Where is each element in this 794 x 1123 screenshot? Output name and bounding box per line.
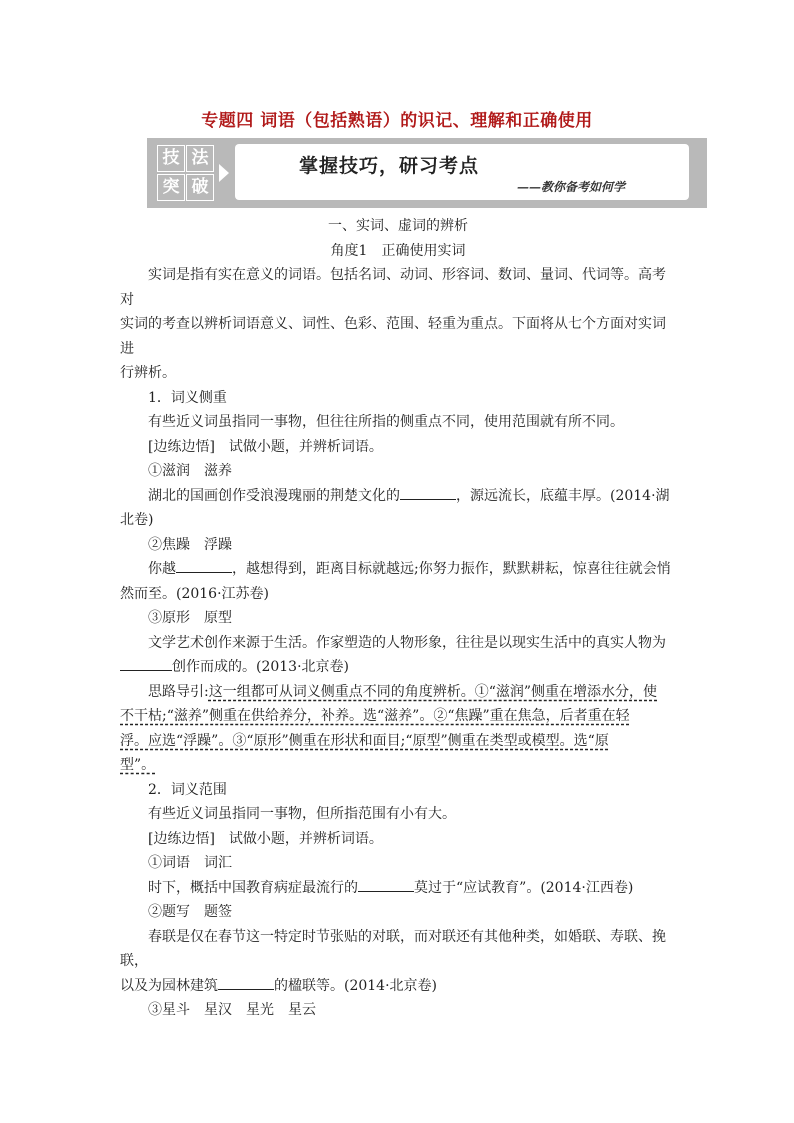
badge-char: 技 bbox=[157, 145, 185, 172]
banner-heading: 掌握技巧，研习考点 bbox=[299, 155, 480, 177]
question-line: 你越 ，越想得到，距离目标就越远;你努力振作，默默耕耘，惊喜往往就会悄 bbox=[120, 557, 676, 582]
badge-char: 法 bbox=[186, 145, 214, 172]
question-line: 春联是仅在春节这一特定时节张贴的对联，而对联还有其他种类，如婚联、寿联、挽联， bbox=[120, 928, 666, 969]
question-line: 然而至。(2016·江苏卷) bbox=[120, 585, 270, 602]
answer-blank bbox=[358, 876, 414, 892]
page-title: 专题四 词语（包括熟语）的识记、理解和正确使用 bbox=[201, 111, 593, 131]
part-description: 有些近义词虽指同一事物，但所指范围有小有大。 bbox=[148, 806, 456, 822]
section-title: 一、实词、虚词的辨析 bbox=[328, 218, 468, 234]
banner-subheading: ——教你备考如何学 bbox=[516, 180, 625, 194]
word-pair: ③原形 原型 bbox=[148, 610, 232, 626]
practice-prompt: [边练边悟] 试做小题，并辨析词语。 bbox=[148, 438, 383, 455]
answer-blank bbox=[120, 655, 172, 671]
guide-line: 浮。应选“浮躁”。③“原形”侧重在形状和面目;“原型”侧重在类型或模型。选“原 bbox=[120, 732, 609, 749]
intro-line: 行辨析。 bbox=[120, 365, 176, 381]
guide-line: 不干枯;“滋养”侧重在供给养分，补养。选“滋养”。②“焦躁”重在焦急，后者重在轻 bbox=[120, 708, 630, 724]
banner-panel bbox=[235, 144, 689, 200]
word-pair: ②题写 题签 bbox=[148, 904, 232, 920]
answer-blank bbox=[400, 484, 456, 500]
arrow-icon bbox=[219, 164, 229, 182]
question-line: 创作而成的。(2013·北京卷) bbox=[120, 655, 676, 680]
section-banner bbox=[147, 138, 707, 208]
angle-title: 角度1 正确使用实词 bbox=[330, 242, 466, 259]
answer-blank bbox=[176, 557, 232, 573]
practice-prompt: [边练边悟] 试做小题，并辨析词语。 bbox=[148, 830, 383, 847]
badge-char: 破 bbox=[186, 174, 214, 201]
question-line: 以及为园林建筑 的楹联等。(2014·北京卷) bbox=[120, 974, 676, 999]
document-body bbox=[120, 214, 676, 1023]
part-description: 有些近义词虽指同一事物，但往往所指的侧重点不同，使用范围就有所不同。 bbox=[148, 414, 624, 430]
part-heading: 1．词义侧重 bbox=[148, 389, 227, 406]
question-line: 时下，概括中国教育病症最流行的 莫过于“应试教育”。(2014·江西卷) bbox=[120, 876, 676, 901]
word-pair: ①滋润 滋养 bbox=[148, 463, 232, 479]
question-line: 文学艺术创作来源于生活。作家塑造的人物形象，往往是以现实生活中的真实人物为 bbox=[148, 634, 666, 651]
word-pair: ③星斗 星汉 星光 星云 bbox=[148, 1002, 316, 1018]
answer-blank bbox=[218, 974, 274, 990]
word-pair: ①词语 词汇 bbox=[148, 855, 232, 871]
intro-line: 实词的考查以辨析词语意义、词性、色彩、范围、轻重为重点。下面将从七个方面对实词进 bbox=[120, 316, 666, 357]
badge-char: 突 bbox=[157, 174, 185, 201]
word-pair: ②焦躁 浮躁 bbox=[148, 536, 232, 553]
question-line: 湖北的国画创作受浪漫瑰丽的荆楚文化的 ，源远流长，底蕴丰厚。(2014·湖 bbox=[120, 484, 676, 509]
guide-line: 型”。 bbox=[120, 757, 156, 773]
badge bbox=[157, 145, 215, 201]
guide-line: 思路导引:这一组都可从词义侧重点不同的角度辨析。①“滋润”侧重在增添水分，使 bbox=[148, 683, 658, 700]
part-heading: 2．词义范围 bbox=[148, 781, 227, 798]
question-line: 北卷) bbox=[120, 512, 154, 528]
intro-line: 实词是指有实在意义的词语。包括名词、动词、形容词、数词、量词、代词等。高考对 bbox=[120, 267, 666, 308]
